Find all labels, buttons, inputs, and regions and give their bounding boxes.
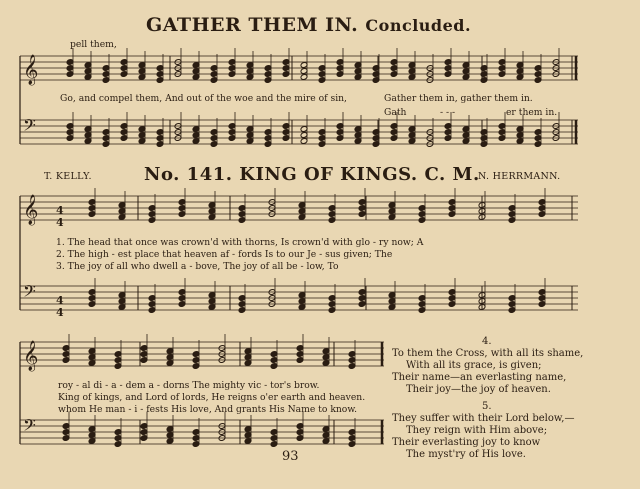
verse4-line-1: To them the Cross, with all its shame, (392, 348, 584, 359)
hymn-author: T. KELLY. (44, 171, 92, 182)
hymn-heading (144, 166, 480, 184)
bass-lyric-dashes: - - - (440, 107, 456, 118)
time-signature: 4 (56, 294, 64, 307)
bass-clef: 𝄢 (23, 115, 36, 139)
bass-clef: 𝄢 (23, 415, 36, 439)
title-sub: Concluded. (365, 16, 472, 35)
bass-lyric-ertheminn: er them in. (506, 107, 558, 118)
verse5-line-2: They reign with Him above; (406, 425, 548, 436)
treble-clef: 𝄞 (23, 55, 39, 85)
title-main: GATHER THEM IN. (146, 14, 359, 36)
verse-line-5: King of kings, and Lord of lords, He reigns o'er earth and heaven. (58, 392, 366, 403)
lyric-line-concluded: Go, and compel them, And out of the woe and the mire of sin, (60, 93, 347, 104)
verse-number-5: 5. (482, 401, 492, 412)
page-number: 93 (282, 449, 299, 464)
verse-line-3: 3. The joy of all who dwell a - bove, The joy of all be - low, To (56, 261, 339, 272)
time-signature: 4 (56, 216, 64, 229)
treble-clef: 𝄞 (23, 341, 39, 371)
verse5-line-3: Their everlasting joy to know (392, 437, 541, 448)
verse-line-2: 2. The high - est place that heaven af - fords Is to our Je - sus given; The (56, 249, 393, 260)
hymn-title: KING OF KINGS. (239, 164, 418, 185)
hymn-number: No. 141. (144, 164, 233, 185)
page-title (146, 16, 471, 35)
verse4-line-4: Their joy—the joy of heaven. (406, 384, 551, 395)
hymn-meter: C. M. (424, 164, 480, 185)
lyric-top: pell them, (70, 39, 117, 50)
verse5-line-1: They suffer with their Lord below,— (392, 413, 575, 424)
treble-clef: 𝄞 (23, 195, 39, 225)
verse-line-1: 1. The head that once was crown'd with thorns, Is crown'd with glo - ry now; A (56, 237, 424, 248)
bass-clef: 𝄢 (23, 281, 36, 305)
time-signature: 4 (56, 204, 64, 217)
verse-number-4: 4. (482, 336, 492, 347)
lyric-right-concluded: Gather them in, gather them in. (384, 93, 533, 104)
verse5-line-4: The myst'ry of His love. (406, 449, 526, 460)
verse4-line-2: With all its grace, is given; (406, 360, 542, 371)
hymn-composer: N. HERRMANN. (478, 171, 561, 182)
bass-lyric-gath: Gath (384, 107, 407, 118)
verse-line-4: roy - al di - a - dem a - dorns The mighty vic - tor's brow. (58, 380, 320, 391)
verse4-line-3: Their name—an everlasting name, (392, 372, 567, 383)
time-signature: 4 (56, 306, 64, 319)
verse-line-6: whom He man - i - fests His love, And grants His Name to know. (58, 404, 358, 415)
